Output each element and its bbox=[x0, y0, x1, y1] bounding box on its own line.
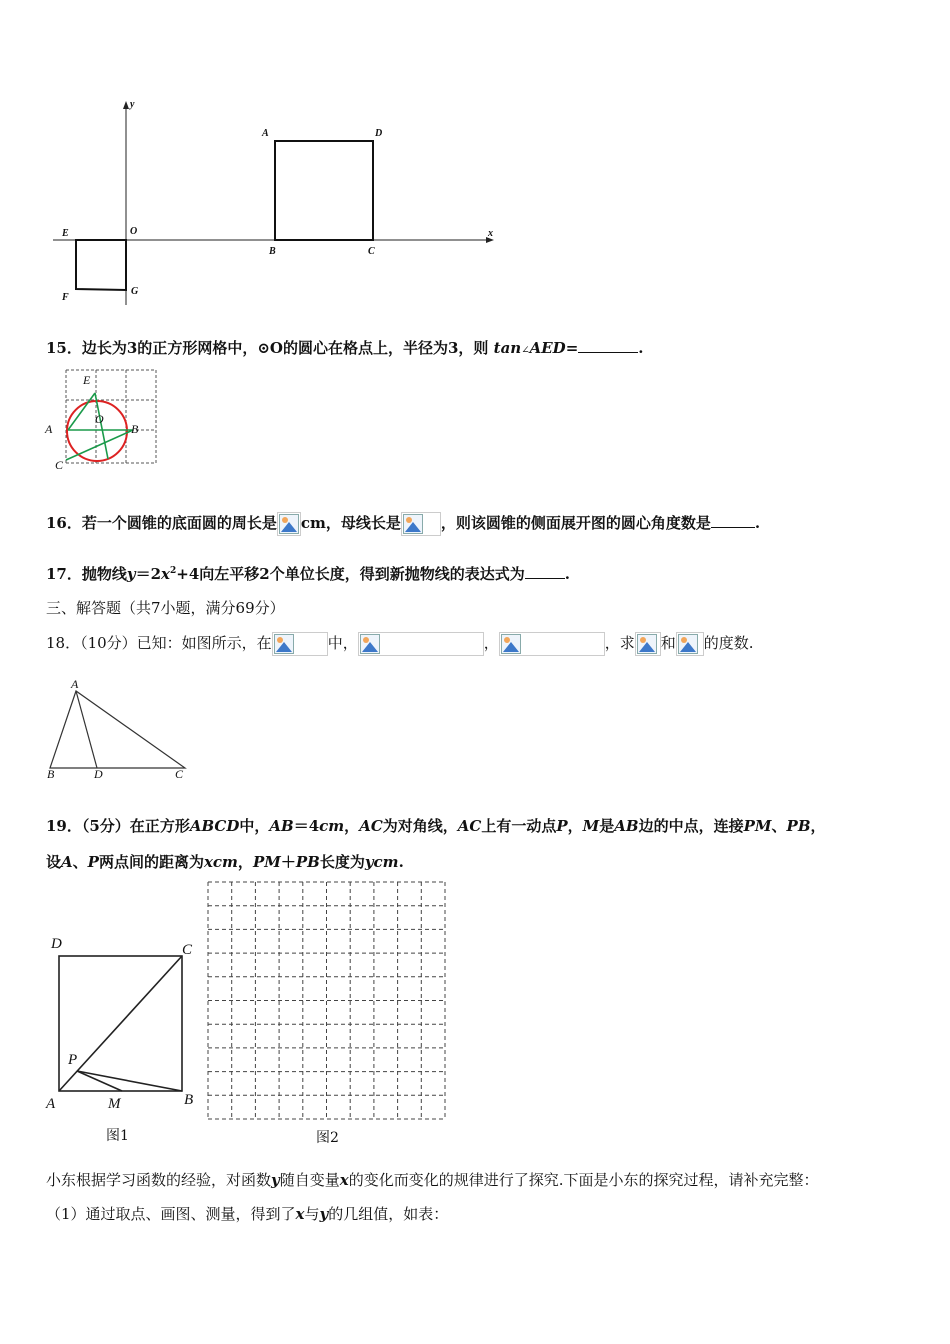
text-run: PM bbox=[743, 817, 772, 835]
text-run: 、 bbox=[72, 853, 88, 871]
broken-image-icon bbox=[501, 634, 521, 654]
q15-equals: = bbox=[565, 339, 579, 357]
text-run: ＝4 bbox=[293, 817, 320, 835]
text-run: PB bbox=[295, 853, 320, 871]
text-run: 上有一动点 bbox=[481, 817, 557, 835]
q15-circle-symbol: ⊙ bbox=[257, 339, 270, 357]
figure-2-caption: 图2 bbox=[316, 1130, 339, 1146]
text-run: AC bbox=[359, 817, 383, 835]
q18-formula-image-4 bbox=[635, 632, 661, 656]
q17-eq-y: y bbox=[126, 565, 136, 583]
broken-image-icon bbox=[274, 634, 294, 654]
q15-end: . bbox=[638, 339, 644, 357]
q18-formula-image-2 bbox=[358, 632, 484, 656]
x-axis-label: x bbox=[488, 228, 493, 239]
text-run: A bbox=[61, 853, 73, 871]
q15-number: 15． bbox=[46, 339, 82, 357]
fig19-label-a: A bbox=[46, 1096, 56, 1112]
text-run: M bbox=[582, 817, 600, 835]
text-run: 设 bbox=[46, 853, 62, 871]
q19-line2-text bbox=[46, 853, 404, 871]
text-run: ＋ bbox=[280, 853, 296, 871]
q15-text1: 边长为3的正方形网格中， bbox=[81, 339, 258, 357]
text-run: y bbox=[319, 1205, 329, 1223]
point-label-g: G bbox=[131, 286, 139, 297]
fig18-label-d: D bbox=[94, 767, 103, 781]
origin-label: O bbox=[130, 226, 138, 237]
q15-angle: ∠ bbox=[521, 345, 530, 356]
q16-text1: 若一个圆锥的底面圆的周长是 bbox=[81, 514, 277, 532]
para-line2-text bbox=[46, 1205, 448, 1223]
q16-unit: cm，母线长是 bbox=[300, 514, 401, 532]
circle-grid-figure bbox=[60, 367, 160, 469]
fig15-label-a: A bbox=[45, 422, 53, 436]
q18-formula-image-3 bbox=[499, 632, 605, 656]
question-19-line-1 bbox=[46, 815, 826, 836]
q15-answer-blank[interactable] bbox=[578, 352, 638, 353]
text-run: y bbox=[271, 1171, 280, 1189]
text-run: 、 bbox=[771, 817, 787, 835]
broken-image-icon bbox=[403, 514, 423, 534]
question-19-line-2 bbox=[46, 851, 404, 872]
q17-answer-blank[interactable] bbox=[525, 578, 565, 579]
q18-formula-image-5 bbox=[676, 632, 704, 656]
figure-1-caption: 图1 bbox=[106, 1128, 129, 1144]
q18-he: 和 bbox=[660, 634, 676, 652]
segment-ad bbox=[76, 691, 97, 768]
text-run: AC bbox=[457, 817, 482, 835]
broken-image-icon bbox=[360, 634, 380, 654]
fig18-label-a: A bbox=[71, 677, 79, 691]
square-figure-1 bbox=[45, 945, 195, 1100]
fig19-label-b: B bbox=[184, 1092, 194, 1108]
text-run: ， bbox=[810, 817, 826, 835]
fig19-label-m: M bbox=[108, 1096, 121, 1112]
text-run: ， bbox=[237, 853, 253, 871]
text-run: ycm bbox=[364, 853, 399, 871]
fig15-label-e: E bbox=[83, 373, 91, 387]
point-label-b: B bbox=[269, 246, 276, 257]
text-run: . bbox=[398, 853, 404, 871]
question-18 bbox=[46, 632, 754, 656]
fig19-label-c: C bbox=[182, 942, 193, 958]
q18-zhong: 中， bbox=[327, 634, 358, 652]
q16-formula-image-2 bbox=[401, 512, 441, 536]
q15-aed: AED bbox=[529, 339, 566, 357]
q17-eq-x: x bbox=[161, 565, 170, 583]
text-run: 与 bbox=[304, 1205, 320, 1223]
text-run: 随自变量 bbox=[279, 1171, 340, 1189]
q17-number: 17． bbox=[46, 565, 82, 583]
text-run: PB bbox=[786, 817, 811, 835]
triangle-abc bbox=[50, 691, 185, 768]
fig15-label-c: C bbox=[55, 458, 64, 472]
coordinate-figure bbox=[50, 95, 510, 310]
fig15-label-b: B bbox=[131, 422, 139, 436]
q18-text1: （10分）已知：如图所示，在 bbox=[80, 634, 272, 652]
q17-eq-sup: 2 bbox=[170, 566, 177, 576]
text-run: xcm bbox=[203, 853, 238, 871]
q15-tan: tan bbox=[493, 339, 522, 357]
text-run: ABCD bbox=[189, 817, 240, 835]
dashed-grid bbox=[66, 370, 156, 463]
text-run: 边的中点，连接 bbox=[638, 817, 744, 835]
text-run: cm bbox=[319, 817, 345, 835]
y-axis-label: y bbox=[130, 99, 135, 110]
triangle-figure bbox=[45, 685, 195, 775]
para-line1-text bbox=[46, 1171, 818, 1189]
text-run: P bbox=[556, 817, 568, 835]
y-axis-arrow bbox=[123, 101, 129, 109]
text-run: 两点间的距离为 bbox=[98, 853, 204, 871]
q19-number: 19． bbox=[46, 817, 82, 835]
text-run: 中， bbox=[239, 817, 270, 835]
fig18-label-b: B bbox=[47, 767, 55, 781]
text-run: AB bbox=[269, 817, 294, 835]
circle-o bbox=[67, 401, 127, 461]
text-run: 为对角线， bbox=[382, 817, 458, 835]
section-heading: 三、解答题（共7小题，满分69分） bbox=[46, 599, 285, 617]
q16-formula-image-1 bbox=[277, 512, 301, 536]
point-label-f: F bbox=[62, 292, 69, 303]
text-run: x bbox=[295, 1205, 305, 1223]
q19-line1-text bbox=[82, 817, 826, 835]
segment-pm bbox=[77, 1071, 122, 1091]
text-run: 的几组值，如表： bbox=[328, 1205, 449, 1223]
point-label-c: C bbox=[368, 246, 375, 257]
q18-end: 的度数. bbox=[703, 634, 754, 652]
q17-eq-mid: ＝2 bbox=[135, 565, 162, 583]
q17-text1: 抛物线 bbox=[81, 565, 127, 583]
broken-image-icon bbox=[637, 634, 657, 654]
text-run: AB bbox=[614, 817, 639, 835]
fig19-label-p: P bbox=[68, 1052, 78, 1068]
q17-end: . bbox=[564, 565, 570, 583]
broken-image-icon bbox=[279, 514, 299, 534]
text-run: 的变化而变化的规律进行了探究.下面是小东的探究过程，请补充完整： bbox=[348, 1171, 819, 1189]
q18-number: 18． bbox=[46, 634, 81, 652]
point-label-e: E bbox=[62, 228, 69, 239]
text-run: ， bbox=[567, 817, 583, 835]
point-label-d: D bbox=[375, 128, 383, 139]
text-run: （5分）在正方形 bbox=[81, 817, 190, 835]
fig15-label-o: O bbox=[95, 412, 104, 426]
question-16 bbox=[46, 512, 760, 536]
text-run: （1）通过取点、画图、测量，得到了 bbox=[46, 1205, 296, 1223]
q18-qiu: ，求 bbox=[604, 634, 635, 652]
fig18-label-c: C bbox=[175, 767, 184, 781]
dashed-grid-figure-2 bbox=[206, 880, 448, 1122]
text-run: P bbox=[87, 853, 99, 871]
q18-formula-image-1 bbox=[272, 632, 328, 656]
question-17 bbox=[46, 563, 570, 584]
q16-answer-blank[interactable] bbox=[711, 527, 755, 528]
text-run: 是 bbox=[599, 817, 615, 835]
square-abcd bbox=[275, 141, 373, 240]
q17-text2: 向左平移2个单位长度，得到新抛物线的表达式为 bbox=[199, 565, 525, 583]
paragraph-line-2 bbox=[46, 1203, 448, 1224]
text-run: PM bbox=[252, 853, 281, 871]
q16-end: . bbox=[754, 514, 761, 532]
q18-comma: ， bbox=[483, 634, 499, 652]
broken-image-icon bbox=[678, 634, 698, 654]
text-run: 小东根据学习函数的经验，对函数 bbox=[46, 1171, 272, 1189]
text-run: x bbox=[339, 1171, 349, 1189]
q16-text2: ，则该圆锥的侧面展开图的圆心角度数是 bbox=[440, 514, 711, 532]
square-efgo bbox=[76, 240, 126, 290]
text-run: 长度为 bbox=[319, 853, 365, 871]
fig19-label-d: D bbox=[51, 936, 62, 952]
segment-pb bbox=[77, 1071, 182, 1091]
point-label-a: A bbox=[262, 128, 269, 139]
q16-number: 16． bbox=[46, 514, 82, 532]
q17-eq-rest: +4 bbox=[176, 565, 200, 583]
paragraph-line-1 bbox=[46, 1169, 818, 1190]
text-run: ， bbox=[344, 817, 360, 835]
q15-text2: O的圆心在格点上，半径为3，则 bbox=[269, 339, 489, 357]
question-15 bbox=[46, 337, 644, 358]
